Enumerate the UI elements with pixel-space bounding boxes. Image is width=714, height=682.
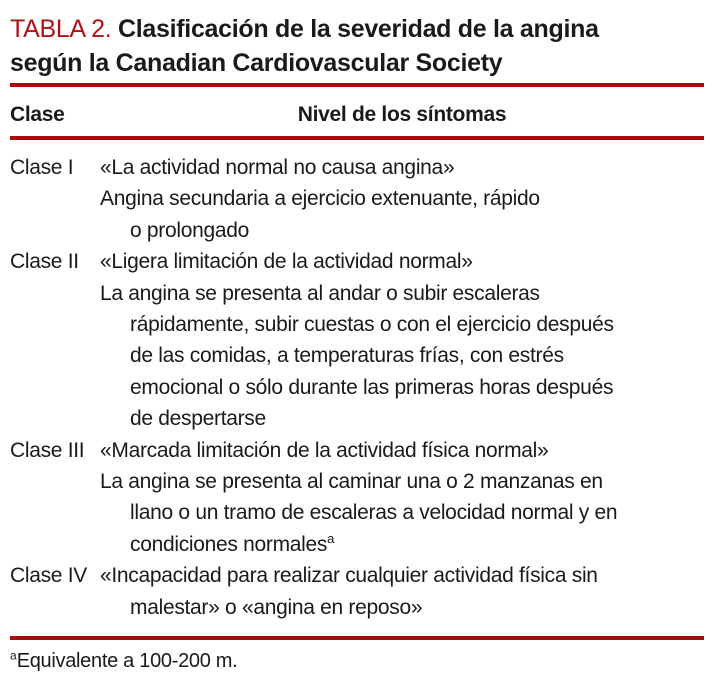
table-row-clase-3 — [10, 435, 704, 561]
class-symptoms — [100, 152, 704, 246]
symptom-line: de despertarse — [130, 407, 266, 431]
table-row-clase-1 — [10, 152, 704, 246]
class-label: Clase I — [10, 156, 74, 179]
table-row-clase-2 — [10, 246, 704, 434]
symptom-line: «Marcada limitación de la actividad física normal» — [100, 438, 549, 462]
symptom-line: La angina se presenta al caminar una o 2 manzanas en — [100, 470, 603, 494]
footnote-text: Equivalente a 100-200 m. — [16, 650, 238, 673]
table-title — [10, 12, 704, 80]
symptom-line: «Ligera limitación de la actividad normal» — [100, 250, 473, 274]
symptom-line: La angina se presenta al andar o subir escaleras — [100, 281, 540, 305]
table-footnote — [10, 649, 704, 673]
symptom-line: o prolongado — [130, 218, 250, 242]
class-label: Clase III — [10, 438, 85, 462]
top-rule — [10, 83, 704, 87]
class-symptoms — [100, 246, 704, 434]
footnote-marker: a — [10, 648, 17, 663]
symptom-line: de las comidas, a temperaturas frías, con estrés — [130, 344, 564, 368]
title-line-2 — [10, 46, 704, 80]
symptom-text: condiciones normales — [130, 532, 328, 556]
header-nivel-sintomas: Nivel de los síntomas — [297, 103, 507, 126]
symptom-line: «Incapacidad para realizar cualquier actividad física sin — [100, 564, 598, 588]
footnote-marker: a — [327, 530, 335, 546]
symptom-line: Angina secundaria a ejercicio extenuante, rápido — [100, 187, 540, 211]
title-line-1 — [10, 12, 704, 46]
class-label: Clase IV — [10, 564, 87, 588]
title-text-2: según la Canadian Cardiovascular Society — [10, 49, 503, 77]
symptom-line — [100, 529, 704, 560]
class-label: Clase II — [10, 250, 79, 274]
table-body — [10, 140, 704, 623]
symptom-line: emocional o sólo durante las primeras horas después — [130, 375, 614, 399]
header-clase: Clase — [10, 103, 65, 126]
class-symptoms — [100, 435, 704, 561]
title-text-1: Clasificación de la severidad de la angina — [111, 15, 599, 43]
bottom-rule — [10, 636, 704, 640]
symptom-line: «La actividad normal no causa angina» — [100, 156, 455, 179]
class-symptoms — [100, 560, 704, 623]
symptom-line: malestar» o «angina en reposo» — [130, 595, 423, 619]
symptom-line: llano o un tramo de escaleras a velocidad normal y en — [130, 501, 618, 525]
column-headers — [10, 103, 704, 127]
table-row-clase-4 — [10, 560, 704, 623]
symptom-line: rápidamente, subir cuestas o con el ejercicio después — [130, 313, 614, 337]
table-number-label: TABLA 2. — [10, 15, 112, 43]
